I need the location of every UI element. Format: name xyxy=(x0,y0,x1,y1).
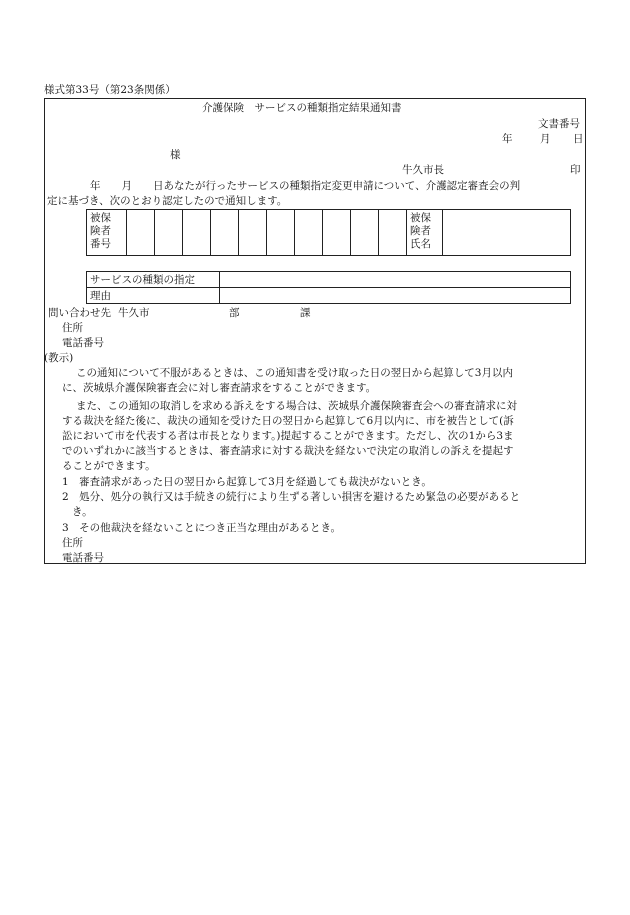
insured-number-digit-6[interactable] xyxy=(267,210,295,256)
body-line-2: 定に基づき、次のとおり認定したので通知します。 xyxy=(47,195,288,207)
instruction-p1-line-1: この通知について不服があるときは、この通知書を受け取った日の翌日から起算して3月以内 xyxy=(76,367,513,379)
insured-number-digit-10[interactable] xyxy=(379,210,407,256)
instruction-item-2-line-2: き。 xyxy=(72,506,93,518)
addressee-suffix: 様 xyxy=(170,149,181,161)
contact-dept: 部 xyxy=(229,307,240,319)
insured-number-digit-1[interactable] xyxy=(127,210,155,256)
instruction-item-1: 1 審査請求があった日の翌日から起算して3月を経過しても裁決がないとき。 xyxy=(62,476,432,488)
instruction-item-2-line-1: 2 処分、処分の執行又は手続きの続行により生ずる著しい損害を避けるため緊急の必要があると xyxy=(62,491,521,503)
service-type-label: サービスの種類の指定 xyxy=(87,272,220,288)
insured-name-field[interactable] xyxy=(443,210,571,256)
insured-number-digit-7[interactable] xyxy=(295,210,323,256)
insured-name-label: 被保 険者 氏名 xyxy=(407,210,443,256)
instruction-address-label: 住所 xyxy=(62,537,83,549)
contact-phone-label: 電話番号 xyxy=(62,337,104,349)
date-month-label: 月 xyxy=(540,133,551,145)
insured-number-digit-5[interactable] xyxy=(239,210,267,256)
insured-number-label: 被保 険者 番号 xyxy=(87,210,127,256)
contact-city: 牛久市 xyxy=(118,307,150,319)
insured-number-digit-4[interactable] xyxy=(211,210,239,256)
reason-field[interactable] xyxy=(220,288,571,304)
doc-number-label: 文書番号 xyxy=(538,118,580,130)
insured-number-digit-3[interactable] xyxy=(183,210,211,256)
reason-label: 理由 xyxy=(87,288,220,304)
insured-number-digit-2[interactable] xyxy=(155,210,183,256)
contact-label: 問い合わせ先 xyxy=(48,307,111,319)
service-type-field[interactable] xyxy=(220,272,571,288)
service-table xyxy=(86,271,571,304)
instruction-p2-line-1: また、この通知の取消しを求める訴えをする場合は、茨城県介護保険審査会への審査請求に対 xyxy=(76,400,517,412)
instruction-p2-line-2: する裁決を経た後に、裁決の通知を受けた日の翌日から起算して6月以内に、市を被告として(訴 xyxy=(62,415,514,427)
sender-name: 牛久市長 xyxy=(402,164,444,176)
insured-number-digit-8[interactable] xyxy=(323,210,351,256)
contact-address-label: 住所 xyxy=(62,322,83,334)
instruction-phone-label: 電話番号 xyxy=(62,552,104,564)
body-line-1: 年 月 日あなたが行ったサービスの種類指定変更申請について、介護認定審査会の判 xyxy=(90,180,521,192)
instruction-heading: (教示) xyxy=(44,352,74,364)
instruction-p1-line-2: に、茨城県介護保険審査会に対し審査請求をすることができます。 xyxy=(62,382,377,394)
instruction-p2-line-3: 訟において市を代表する者は市長となります。)提起することができます。ただし、次の1から3ま xyxy=(62,430,514,442)
document-title: 介護保険 サービスの種類指定結果通知書 xyxy=(202,102,402,114)
seal-mark: 印 xyxy=(570,164,581,176)
instruction-p2-line-4: でのいずれかに該当するときは、審査請求に対する裁決を経ないで決定の取消しの訴えを提起す xyxy=(62,445,514,457)
insured-number-digit-9[interactable] xyxy=(351,210,379,256)
contact-section: 課 xyxy=(300,307,311,319)
insured-table xyxy=(86,209,571,256)
form-header: 様式第33号（第23条関係） xyxy=(44,84,176,96)
instruction-p2-line-5: ることができます。 xyxy=(62,460,156,472)
date-year-label: 年 xyxy=(502,133,513,145)
instruction-item-3: 3 その他裁決を経ないことにつき正当な理由があるとき。 xyxy=(62,522,342,534)
date-day-label: 日 xyxy=(573,133,584,145)
